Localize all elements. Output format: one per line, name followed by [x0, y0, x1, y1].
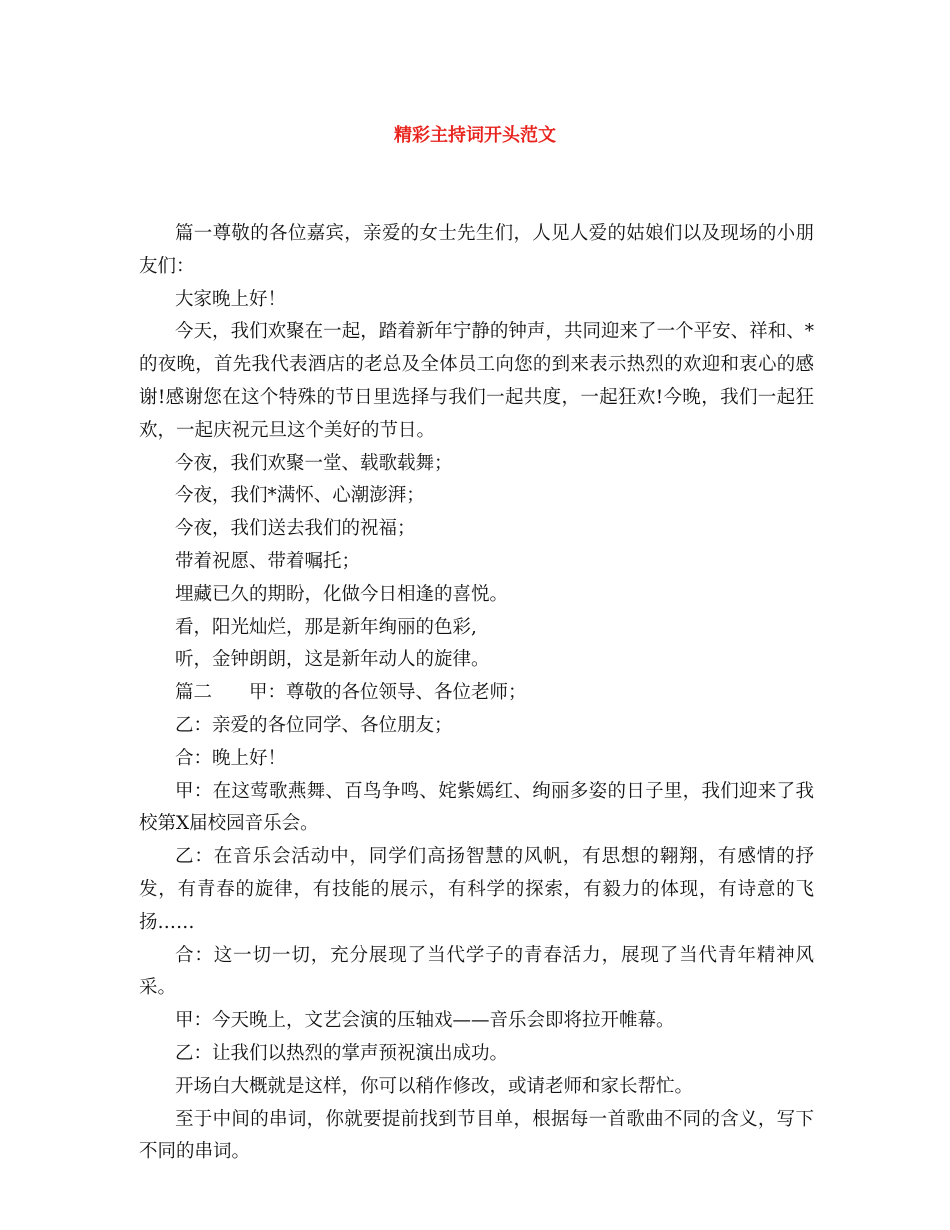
paragraph: 合：晚上好！	[175, 747, 287, 769]
paragraph: 至于中间的串词，你就要提前找到节目单，根据每一首歌曲不同的含义，写下不同的串词。	[139, 1108, 814, 1163]
paragraph: 带着祝愿、带着嘱托；	[175, 550, 361, 572]
paragraph: 乙：让我们以热烈的掌声预祝演出成功。	[175, 1042, 509, 1064]
paragraph: 甲：在这莺歌燕舞、百鸟争鸣、姹紫嫣红、绚丽多姿的日子里，我们迎来了我校第X届校园音乐会。	[139, 780, 814, 835]
paragraph: 乙：在音乐会活动中，同学们高扬智慧的风帆，有思想的翱翔，有感情的抒发，有青春的旋律，有技能的展示，有科学的探索，有毅力的体现，有诗意的飞扬……	[139, 846, 814, 933]
paragraph: 今夜，我们*满怀、心潮澎湃；	[175, 485, 425, 507]
paragraph: 乙：亲爱的各位同学、各位朋友；	[175, 714, 453, 736]
paragraph: 今天，我们欢聚在一起，踏着新年宁静的钟声，共同迎来了一个平安、祥和、*的夜晚，首先我代表酒店的老总及全体员工向您的到来表示热烈的欢迎和衷心的感谢!感谢您在这个特殊的节日里选择与我们一起共度，一起狂欢!今晚，我们一起狂欢，一起庆祝元旦这个美好的节日。	[139, 321, 814, 441]
paragraph: 埋藏已久的期盼，化做今日相逢的喜悦。	[175, 583, 509, 605]
paragraph: 看，阳光灿烂，那是新年绚丽的色彩,	[175, 616, 477, 638]
paragraph: 今夜，我们欢聚一堂、载歌载舞；	[175, 452, 453, 474]
paragraph: 篇二 甲：尊敬的各位领导、各位老师；	[175, 682, 527, 704]
paragraph: 合：这一切一切，充分展现了当代学子的青春活力，展现了当代青年精神风采。	[139, 944, 814, 999]
paragraph: 开场白大概就是这样，你可以稍作修改，或请老师和家长帮忙。	[175, 1075, 694, 1097]
document-title: 精彩主持词开头范文	[394, 125, 556, 146]
paragraph: 篇一尊敬的各位嘉宾，亲爱的女士先生们，人见人爱的姑娘们以及现场的小朋友们：	[139, 223, 814, 277]
paragraph: 大家晚上好！	[175, 288, 287, 310]
document-body	[139, 218, 814, 1169]
paragraph: 今夜，我们送去我们的祝福；	[175, 518, 416, 540]
paragraph: 甲：今天晚上，文艺会演的压轴戏——音乐会即将拉开帷幕。	[175, 1010, 675, 1032]
paragraph: 听，金钟朗朗，这是新年动人的旋律。	[175, 649, 490, 671]
